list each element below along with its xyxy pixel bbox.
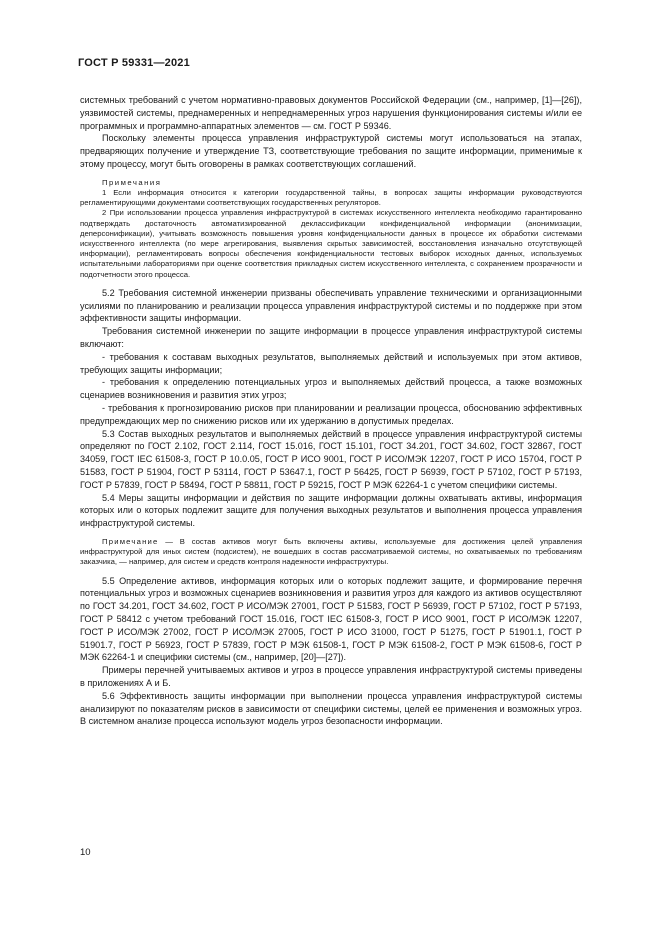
- note-label: Примечание: [102, 536, 159, 546]
- note-paragraph: [80, 537, 582, 568]
- page-content: [80, 94, 582, 728]
- note-2: 2 При использовании процесса управления инфраструктурой в системах искусственного интеллекта необходимо гарантированно подтверждать достаточность автоматизированной деклассификации конфиденциальной информации (анонимизации, деперсонификации), учитывать возможность повышения уровня конфиденциальности данных в процессе их обработки системами искусственного интеллекта (по мере агрегирования, выявления скрытых зависимостей, восстановления изначально отсутствующей информации), регламентировать вопросы обеспечения конфиденциальности тестовых выборок исходных данных, используемых испытательными лабораториями при оценке соответствия прикладных систем искусственного интеллекта, с сохранением прозрачности и подотчетности этого процесса.: [80, 208, 582, 279]
- section-5-4: 5.4 Меры защиты информации и действия по защите информации должны охватывать активы, информация которых или о которых подлежит защите для получения выходных результатов и выполнения процесса управления инфраструктурой системы.: [80, 492, 582, 529]
- paragraph-continuation: системных требований с учетом нормативно-правовых документов Российской Федерации (см., например, [1]—[26]), уязвимостей системы, преднамеренных и непреднамеренных угроз нарушения функционирования системы и/или ее программных и программно-аппаратных элементов — см. ГОСТ Р 59346.: [80, 95, 582, 131]
- paragraph: Требования системной инженерии по защите информации в процессе управления инфраструктурой системы включают:: [80, 326, 582, 349]
- list-item: - требования к определению потенциальных угроз и выполняемых действий процесса, а также возможных сценариев возникновения и развития этих угроз;: [80, 377, 582, 401]
- list-item: - требования к прогнозированию рисков при планировании и реализации процесса, обоснованию эффективных предупреждающих мер по снижению рисков или их удержанию в допустимых пределах.: [80, 402, 582, 426]
- paragraph: Примеры перечней учитываемых активов и угроз в процессе управления инфраструктурой системы приведены в приложениях А и Б.: [80, 665, 582, 688]
- section-5-5: 5.5 Определение активов, информация которых или о которых подлежит защите, и формирование перечня потенциальных угроз и возможных сценариев возникновения и развития угроз для каждого из активов осуществляют по ГОСТ 34.201, ГОСТ 34.602, ГОСТ Р ИСО/МЭК 27001, ГОСТ Р 51583, ГОСТ Р 56939, ГОСТ Р 57102, ГОСТ Р 57193, ГОСТ Р 58412 с учетом требований ГОСТ 15.016, ГОСТ IEC 61508-3, ГОСТ Р ИСО 9001, ГОСТ Р ИСО/МЭК 12207, ГОСТ Р ИСО/МЭК 27002, ГОСТ Р ИСО/МЭК 27005, ГОСТ Р ИСО 31000, ГОСТ Р 51275, ГОСТ Р 51901.1, ГОСТ Р 51901.7, ГОСТ Р 56923, ГОСТ Р 57839, ГОСТ Р МЭК 61508-1, ГОСТ Р МЭК 61508-2, ГОСТ Р МЭК 61508-6, ГОСТ Р МЭК 62264-1 и специфики системы (см., например, [20]—[27]).: [80, 575, 582, 663]
- section-5-3: 5.3 Состав выходных результатов и выполняемых действий в процессе управления инфраструктурой системы определяют по ГОСТ 2.102, ГОСТ 2.114, ГОСТ 15.016, ГОСТ 15.101, ГОСТ 34.201, ГОСТ 34.602, ГОСТ 32867, ГОСТ 34059, ГОСТ IEC 61508-3, ГОСТ Р 10.0.05, ГОСТ Р ИСО 9001, ГОСТ Р ИСО/МЭК 12207, ГОСТ Р ИСО 15704, ГОСТ Р 51583, ГОСТ Р 51904, ГОСТ Р 53114, ГОСТ Р 53647.1, ГОСТ Р 56425, ГОСТ Р 56939, ГОСТ Р 57102, ГОСТ Р 57193, ГОСТ Р 57839, ГОСТ Р 58494, ГОСТ Р 58811, ГОСТ Р 59215, ГОСТ Р МЭК 62264-1 с учетом специфики системы.: [80, 428, 582, 490]
- list-item: - требования к составам выходных результатов, выполняемых действий и используемых при этом активов, требующих защиты информации;: [80, 351, 582, 375]
- paragraph: Поскольку элементы процесса управления инфраструктурой системы могут использоваться на этапах, предваряющих получение и утверждение ТЗ, соответствующие требования по защите информации, применимые к этому процессу, могут быть оговорены в рамках соответствующих соглашений.: [80, 133, 582, 169]
- notes-title: Примечания: [102, 177, 162, 187]
- note-text: — В состав активов могут быть включены активы, используемые для достижения целей управления инфраструктурой для иных систем (подсистем), не вошедших в состав рассматриваемой системы, но охватываемых по требованиям заказчика, — например, для систем и средств контроля надежности инфраструктуры.: [80, 536, 582, 567]
- section-5-6: 5.6 Эффективность защиты информации при выполнении процесса управления инфраструктурой системы анализируют по показателям рисков в зависимости от специфики системы, целей ее применения и возможных угроз. В системном анализе процесса используют модель угроз безопасности информации.: [80, 690, 582, 727]
- page-number: 10: [80, 847, 91, 858]
- standard-header: ГОСТ Р 59331—2021: [78, 57, 190, 69]
- note-block: [80, 537, 582, 568]
- section-5-2: 5.2 Требования системной инженерии призваны обеспечивать управление техническими и организационными усилиями по планированию и реализации процесса управления инфраструктурой системы и по поддержке при этом эффективности защиты информации.: [80, 287, 582, 324]
- notes-block: [80, 178, 582, 280]
- note-1: 1 Если информация относится к категории государственной тайны, в вопросах защиты информации руководствуются регламентирующими документами соответствующих государственных регуляторов.: [80, 187, 582, 208]
